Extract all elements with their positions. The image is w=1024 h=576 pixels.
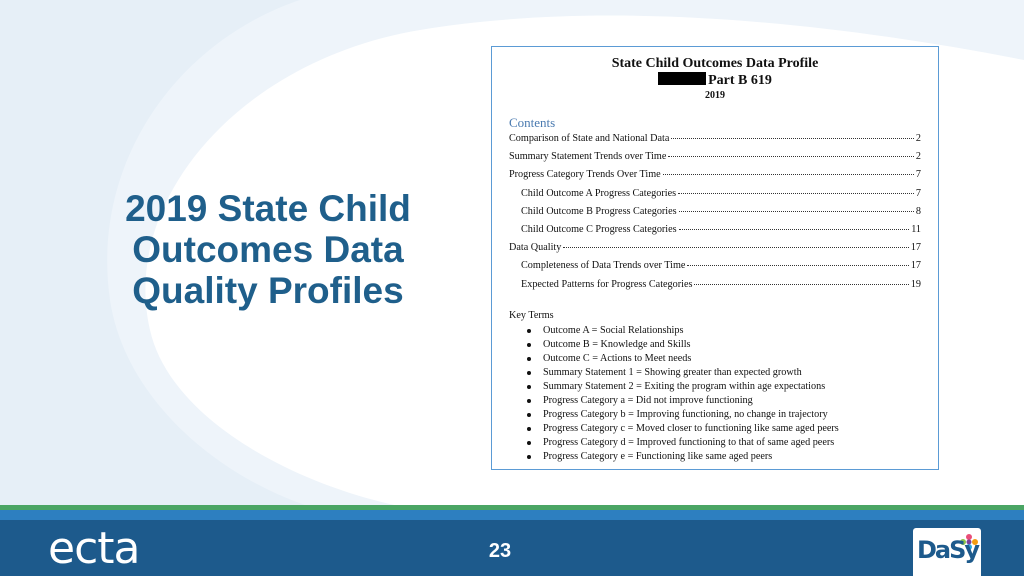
- document-header: [492, 55, 938, 102]
- toc-entry: [509, 224, 921, 242]
- key-term-item: [509, 324, 839, 338]
- toc-entry-label: Child Outcome A Progress Categories: [521, 187, 677, 199]
- toc-entry-label: Data Quality: [509, 242, 562, 254]
- key-terms-list: [509, 324, 839, 464]
- toc-entry-label: Summary Statement Trends over Time: [509, 151, 667, 163]
- key-term-text: Progress Category e = Functioning like same aged peers: [543, 451, 773, 462]
- redaction-block: [658, 72, 706, 85]
- footer-stripe-blue: [0, 510, 1024, 520]
- toc-leader: [694, 284, 908, 285]
- key-term-text: Progress Category a = Did not improve functioning: [543, 395, 753, 406]
- dasy-logo: [913, 528, 981, 576]
- toc-entry: [509, 260, 921, 278]
- toc-entry: [509, 151, 921, 169]
- toc-entry-page: 7: [915, 187, 921, 199]
- page-number: 23: [488, 540, 512, 562]
- document-preview: [491, 46, 939, 470]
- key-term-text: Outcome A = Social Relationships: [543, 325, 684, 336]
- toc-entry-page: 11: [911, 223, 921, 235]
- bullet-icon: [527, 455, 531, 459]
- toc-entry-label: Child Outcome C Progress Categories: [521, 223, 677, 235]
- toc-entry: [509, 279, 921, 297]
- key-term-item: [509, 338, 839, 352]
- bullet-icon: [527, 413, 531, 417]
- bullet-icon: [527, 385, 531, 389]
- table-of-contents: [509, 133, 921, 297]
- toc-leader: [679, 211, 914, 212]
- key-term-text: Summary Statement 2 = Exiting the program within age expectations: [543, 381, 826, 392]
- toc-entry-label: Comparison of State and National Data: [509, 133, 670, 144]
- toc-entry: [509, 133, 921, 151]
- toc-entry-page: 7: [915, 169, 921, 181]
- toc-leader: [668, 156, 914, 157]
- key-term-item: [509, 380, 839, 394]
- toc-leader: [679, 229, 910, 230]
- bullet-icon: [527, 329, 531, 333]
- contents-heading: Contents: [509, 115, 556, 130]
- key-term-text: Progress Category b = Improving functioning, no change in trajectory: [543, 409, 828, 420]
- toc-entry-label: Progress Category Trends Over Time: [509, 169, 661, 181]
- toc-entry: [509, 169, 921, 187]
- toc-entry-label: Expected Patterns for Progress Categories: [521, 278, 693, 290]
- toc-entry-page: 2: [915, 133, 921, 144]
- key-term-item: [509, 394, 839, 408]
- toc-entry-label: Child Outcome B Progress Categories: [521, 205, 677, 217]
- bullet-icon: [527, 371, 531, 375]
- document-subtitle-line: [492, 72, 938, 89]
- key-term-item: [509, 352, 839, 366]
- toc-entry: [509, 242, 921, 260]
- key-term-item: [509, 422, 839, 436]
- toc-entry-page: 2: [915, 151, 921, 163]
- key-term-item: [509, 450, 839, 464]
- toc-entry: [509, 206, 921, 224]
- key-term-text: Progress Category c = Moved closer to functioning like same aged peers: [543, 423, 839, 434]
- bullet-icon: [527, 399, 531, 403]
- key-term-text: Progress Category d = Improved functioning to that of same aged peers: [543, 437, 835, 448]
- ecta-logo: ecta: [48, 523, 140, 574]
- key-term-item: [509, 408, 839, 422]
- bullet-icon: [527, 427, 531, 431]
- toc-entry-page: 17: [910, 242, 921, 254]
- dasy-logo-text: DaSy: [917, 536, 979, 564]
- key-term-item: [509, 436, 839, 450]
- key-term-text: Outcome B = Knowledge and Skills: [543, 339, 691, 350]
- toc-entry-page: 17: [910, 260, 921, 272]
- key-term-text: Outcome C = Actions to Meet needs: [543, 353, 692, 364]
- slide-title: 2019 State Child Outcomes Data Quality Profiles: [125, 188, 411, 311]
- document-title: State Child Outcomes Data Profile: [611, 56, 819, 71]
- toc-entry-page: 8: [915, 205, 921, 217]
- bullet-icon: [527, 343, 531, 347]
- document-subtitle: Part B 619: [708, 73, 772, 88]
- key-terms-heading: Key Terms: [509, 310, 554, 321]
- document-year: 2019: [705, 90, 725, 101]
- toc-entry-label: Completeness of Data Trends over Time: [521, 260, 686, 272]
- bullet-icon: [527, 357, 531, 361]
- bullet-icon: [527, 441, 531, 445]
- key-term-item: [509, 366, 839, 380]
- toc-leader: [663, 174, 914, 175]
- toc-leader: [678, 193, 914, 194]
- toc-leader: [687, 265, 908, 266]
- toc-leader: [563, 247, 908, 248]
- key-term-text: Summary Statement 1 = Showing greater than expected growth: [543, 367, 802, 378]
- toc-entry: [509, 188, 921, 206]
- toc-entry-page: 19: [910, 278, 921, 290]
- toc-leader: [671, 138, 913, 139]
